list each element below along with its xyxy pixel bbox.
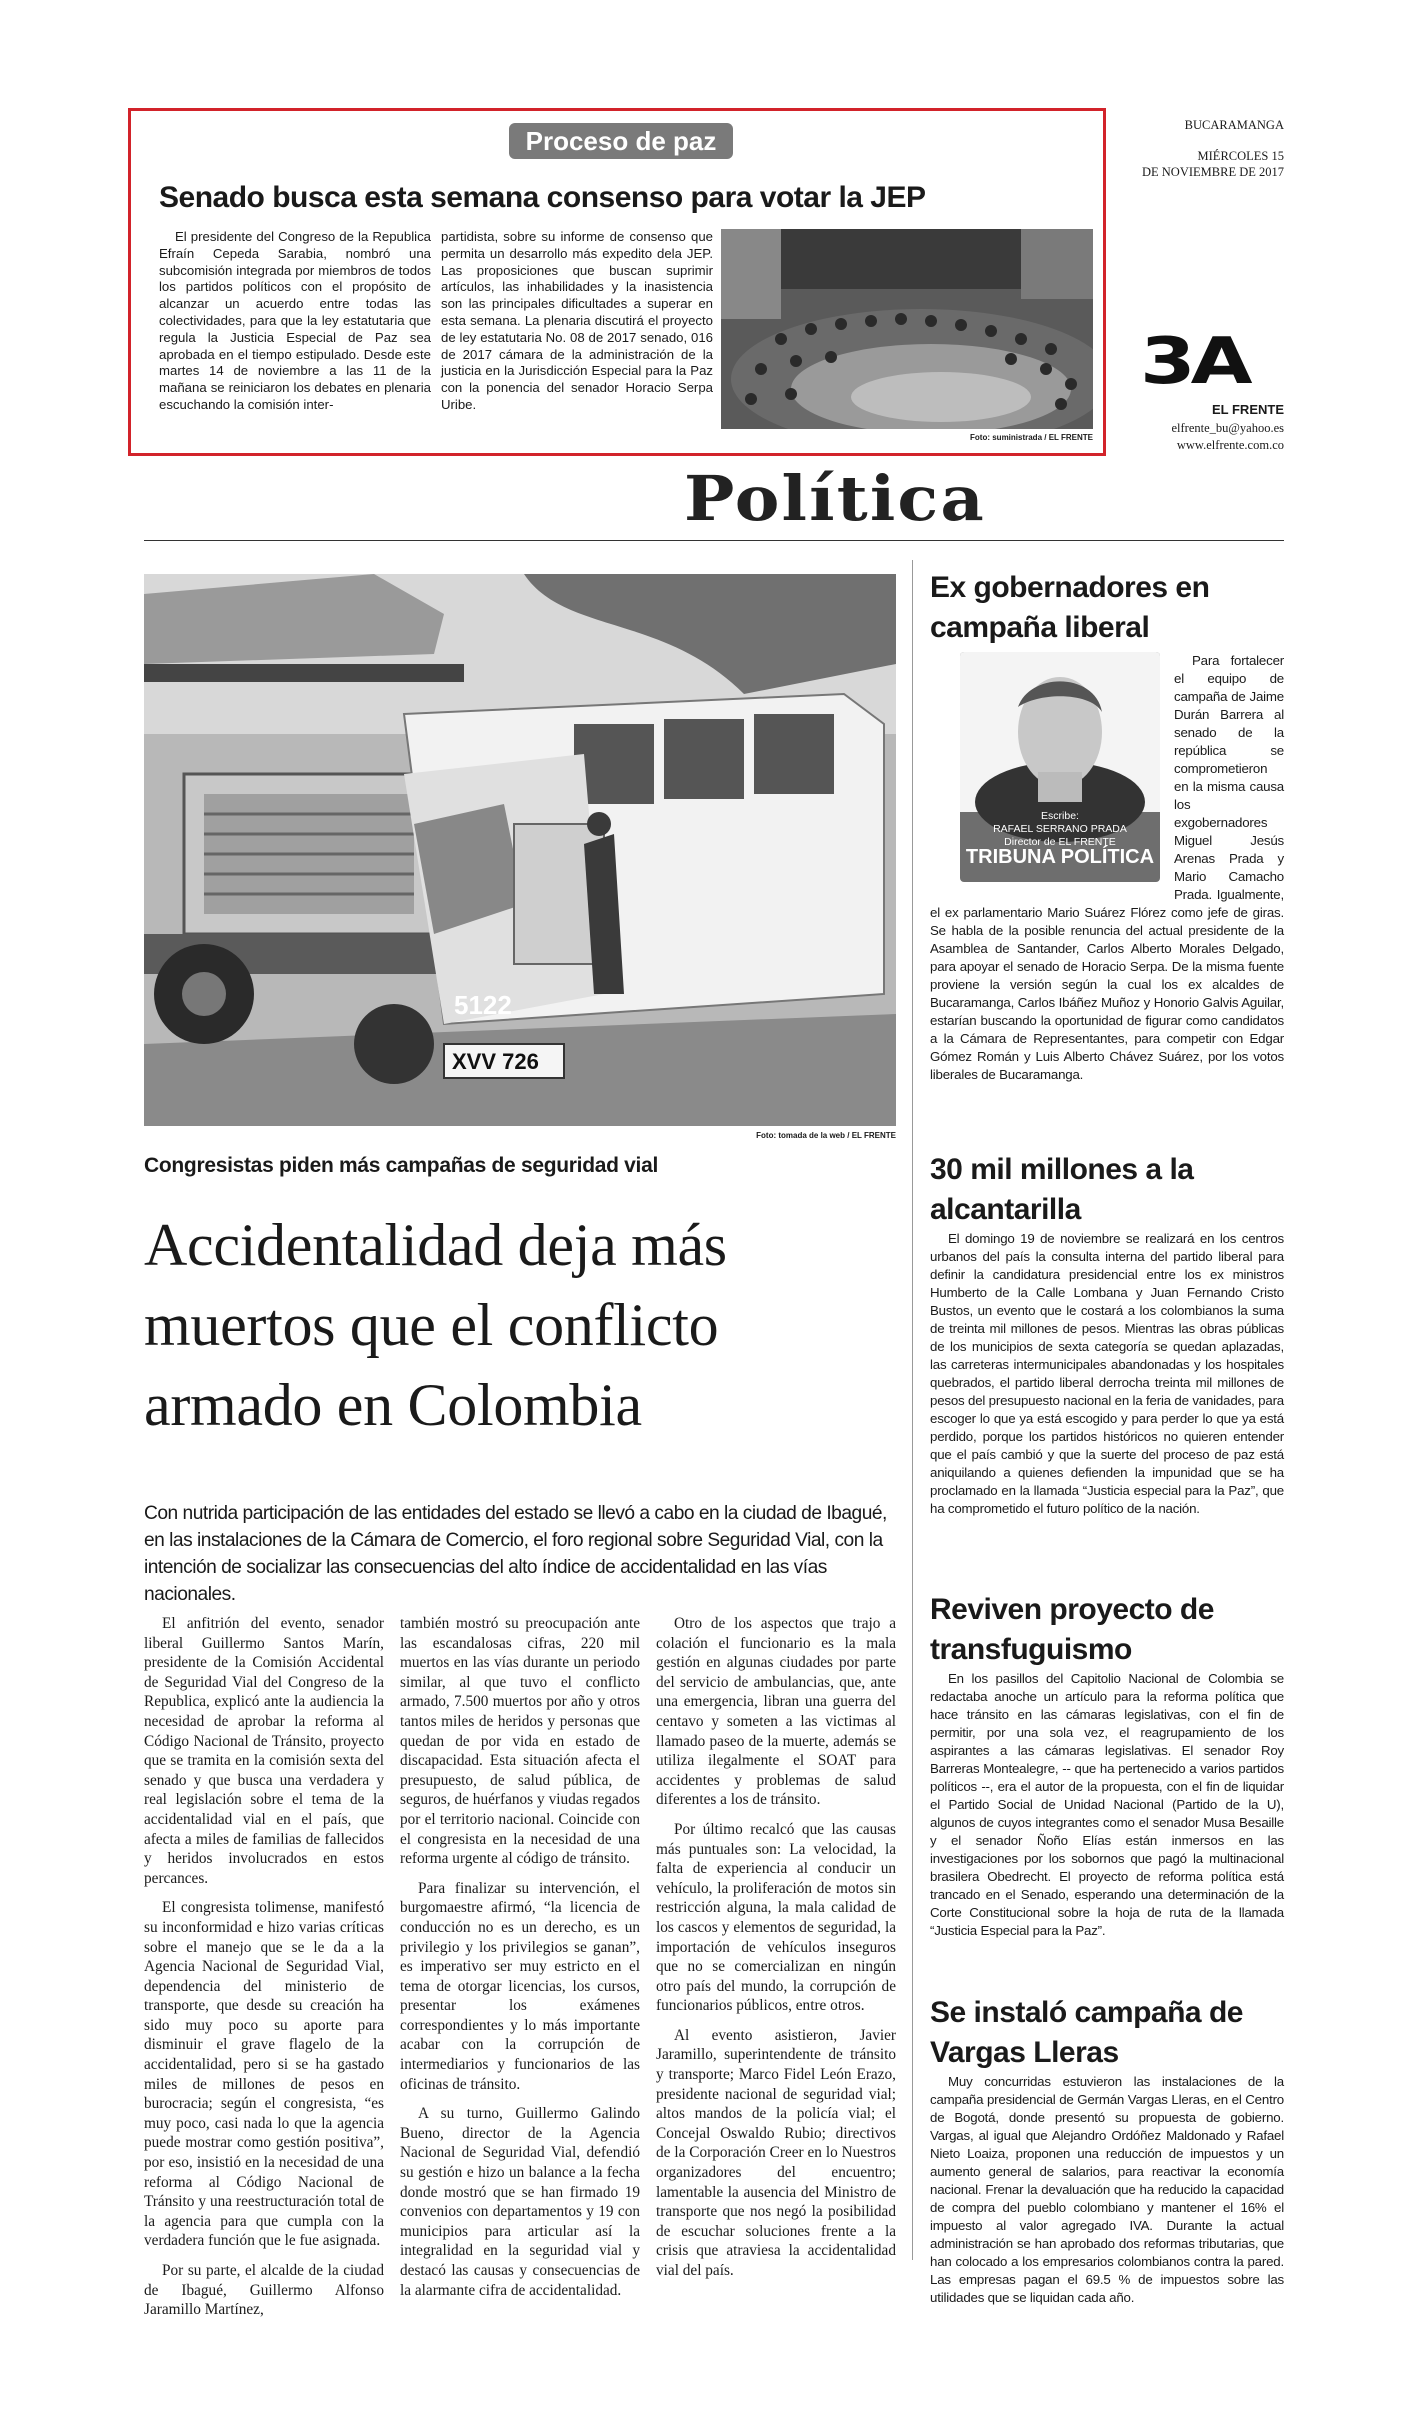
paragraph: El anfitrión del evento, senador liberal Guillermo Santos Marín, presidente de la Comisión Accidental de Seguridad Vial del Congreso de la Republica, explicó ante la audiencia la necesidad de aprobar la reforma al Código Nacional de Tránsito, proyecto que se tramita en la comisión sexta del senado y que busca una verdadera y real legislación sobre el tema de la accidentalidad vial en el país, que afecta a miles de familias de fallecidos y heridos involucrados en estos percances. [144, 1615, 384, 1887]
sidebar-text: Muy concurridas estuvieron las instalaciones de la campaña presidencial de Germán Vargas Lleras, en el Centro de Bogotá, donde presentó su propuesta de gobierno. Vargas, al igual que Alejandro Ordóñez Maldonado y Rafael Nieto Loaiza, proponen una reducción de impuestos y un aumento general de salarios, para reactivar la economía nacional. Frenar la devaluación que ha reducido la capacidad de compra del pueblo colombiano y mantener el 16% el impuesto al valor agregado IVA. Durante la actual administración se han aprobado dos reformas tributarias, que han colocado a los empresarios colombianos contra la pared. Las empresas pagan el 69.5 % de impuestos sobre las utilidades que se liquidan cada año. [930, 2074, 1284, 2305]
sidebar-article-3 [930, 1590, 1284, 1940]
paragraph: A su turno, Guillermo Galindo Bueno, director de la Agencia Nacional de Seguridad Vial, defendió su gestión e hizo un balance a la fecha donde mostró que se han firmado 19 convenios con departamentos y 19 con municipios para articular así la integralidad en la seguridad vial y destacó las causas y consecuencias de la alarmante cifra de accidentalidad. [400, 2105, 640, 2299]
column-title: TRIBUNA POLÍTICA [965, 846, 1155, 868]
box-photo-credit: Foto: suministrada / EL FRENTE [970, 433, 1093, 442]
paragraph: Para finalizar su intervención, el burgomaestre afirmó, “la licencia de conducción no es un derecho, es un privilegio y los privilegios se ganan”, es imperativo ser muy estricto en el tema de otorgar licencias, los cursos, presentar los exámenes correspondientes y lo más importante acabar con la corrupción de intermediarios y funcionarios de las oficinas de tránsito. [400, 1879, 640, 2093]
paper-name: EL FRENTE [1212, 402, 1284, 417]
contact-info [1171, 420, 1284, 454]
columnist-caption [960, 810, 1160, 849]
accident-photo [144, 574, 896, 1126]
website: www.elfrente.com.co [1176, 438, 1284, 452]
paragraph: Otro de los aspectos que trajo a colación el funcionario es la mala gestión en algunas ciudades por parte del servicio de ambulancias, que, ante una emergencia, libran una guerra del centavo y someten a las victimas al llamado paseo de la muerte, además se utiliza ilegalmente el SOAT para accidentes y problemas de salud diferentes a los de tránsito. [656, 1615, 896, 1809]
sidebar-article-4 [930, 1993, 1284, 2307]
box-column-1: El presidente del Congreso de la Republica Efraín Cepeda Sarabia, nombró una subcomisión integrada por miembros de todos los partidos políticos con el propósito de alcanzar un acuerdo entre todas las colectividades, para que la ley estatutaria que regula la Justicia Especial de Paz sea aprobada en el tiempo estipulado. Desde este martes 14 de noviembre a las 11 de la mañana se reiniciaron los debates en plenaria escuchando la comisión inter- [159, 229, 431, 412]
columnist-box [960, 652, 1160, 882]
sidebar-text: El domingo 19 de noviembre se realizará en los centros urbanos del país la consulta interna del partido liberal para definir la candidatura presidencial entre los ex ministros Humberto de la Calle Lombana y Juan Fernando Cristo Bustos, un evento que le costará a los colombianos la suma de treinta mil millones de pesos. Mientras las obras públicas de los municipios de sexta categoría se quedan aplazadas, las carreteras intermunicipales abandonadas y los hospitales quebrados, el partido liberal derrocha treinta mil millones de pesos del presupuesto nacional en la feria de vanidades, para escoger lo que ya está escogido y para perder lo que ya está perdido, porque los partidos históricos no quieren entender que el país cambió y que la suerte del proceso de paz está aniquilando a quienes defienden la impunidad que se ha proclamado en la llamada “Justicia especial para la Paz”, que ha comprometido el futuro político de la nación. [930, 1231, 1284, 1516]
columnist-name: RAFAEL SERRANO PRADA [993, 823, 1127, 835]
main-headline: Accidentalidad deja más muertos que el conflicto armado en Colombia [144, 1212, 727, 1438]
paragraph: Al evento asistieron, Javier Jaramillo, superintendente de tránsito y transporte; Marco Fidel León Erazo, presidente nacional de seguridad vial; altos mandos de la policía vial; el Concejal Oswaldo Rubio; directivos de la Corporación Creer en lo Nuestros organizadores del encuentro; lamentable la ausencia del Ministro de transporte que nos negó la posibilidad de escuchar soluciones frente a la crisis que atraviesa la accidentalidad vial del país. [656, 2026, 896, 2279]
columnist-role: Director de EL FRENTE [1004, 836, 1116, 848]
sidebar-headline: Se instaló campaña de Vargas Lleras [930, 1996, 1243, 2069]
sidebar-headline: 30 mil millones a la alcantarilla [930, 1153, 1194, 1226]
section-rule [144, 540, 1284, 541]
box-column-2: partidista, sobre su informe de consenso que permita un desarrollo más expedito dela JEP. Las proposiciones que buscan suprimir artículos, las inhabilidades y la inasistencia son las principales dificultades a superar en esta semana. La plenaria discutirá el proyecto de ley estatutaria No. 08 de 2017 senado, 016 de 2017 cámara de la administración de la justicia en la Jurisdicción Especial para la Paz con la ponencia del senador Horacio Serpa Uribe. [441, 229, 713, 412]
city: BUCARAMANGA [1184, 118, 1284, 132]
column-divider [912, 560, 913, 2260]
weekday: MIÉRCOLES 15 [1197, 149, 1284, 163]
issue-date [1084, 148, 1284, 180]
page-number: 3A [1140, 325, 1248, 399]
date: DE NOVIEMBRE DE 2017 [1141, 165, 1284, 179]
sidebar-article-2 [930, 1150, 1284, 1518]
article-column-2 [400, 1614, 640, 2310]
sidebar-text: En los pasillos del Capitolio Nacional de Colombia se redactaba anoche un artículo para la reforma política que hace tránsito en las cámaras legislativas, con el fin de permitir, por una sola vez, el reagrupamiento de los aspirantes a las cámaras legislativas. El senador Roy Barreras Montealegre, -- que ha pertenecido a varios partidos políticos --, era el autor de la propuesta, con el fin de liquidar el Partido Social de Unidad Nacional (Partido de la U), algunos de cuyos integrantes como el senador Musa Besaille y el senador Ñoño Elías están inmersos en las investigaciones por los sobornos que pagó la multinacional brasilera Obedrecht. El proyecto de reforma política está trancado en el Senado, esperando una determinación de la Corte Constitucional sobre la hoja de ruta de la llamada “Justicia Especial para la Paz”. [930, 1671, 1284, 1938]
caption-label: Escribe: [1041, 810, 1079, 822]
senate-plenary-photo [721, 229, 1093, 429]
section-tag: Proceso de paz [509, 123, 733, 159]
license-plate: XVV 726 [452, 1049, 539, 1074]
article-column-1 [144, 1614, 384, 2330]
sidebar-headline: Ex gobernadores en campaña liberal [930, 571, 1210, 644]
section-title: Política [684, 462, 986, 535]
sidebar-headline: Reviven proyecto de transfuguismo [930, 1593, 1214, 1666]
sidebar-text: Para fortalecer el equipo de campaña de Jaime Durán Barrera al senado de la república se comprometieron en la misma causa los exgobernadores Miguel Jesús Arenas Prada y Mario Camacho Prada. Igualmente, el ex parlamentario Mario Suárez Flórez como jefe de giras. Se habla de la posible renuncia del actual presidente de la Asamblea de Santander, Carlos Alberto Morales Delgado, para apoyar el senado de Horacio Serpa. De la misma fuente proviene la versión según la cual los ex alcaldes de Bucaramanga, Carlos Ibáñez Muñoz y Honorio Galvis Aguilar, estarían buscando la oportunidad de figurar como candidatos a la Cámara de Representantes, para competir con Edgar Gómez Román y Luis Alberto Chávez Suárez, por los votos liberales de Bucaramanga. [930, 653, 1284, 1082]
article-column-3 [656, 1614, 896, 2291]
paragraph: Por último recalcó que las causas más puntuales son: La velocidad, la falta de experiencia al conducir un vehículo, la proliferación de motos sin restricción alguna, la mala calidad de los cascos y elementos de seguridad, la importación de vehículos inseguros que no se comercializan en ningún otro país del mundo, la corrupción de funcionarios públicos, entre otros. [656, 1820, 896, 2015]
email: elfrente_bu@yahoo.es [1171, 421, 1284, 435]
paragraph: El congresista tolimense, manifestó su inconformidad e hizo varias críticas sobre el manejo que se le da a la Agencia Nacional de Seguridad Vial, dependencia del ministerio de transporte, que desde su creación ha sido muy poco su aporte para disminuir el grave flagelo de la accidentalidad, pero si se ha gastado miles de millones de pesos en burocracia; según el congresista, “es muy poco, casi nada lo que la agencia puede mostrar como gestión positiva”, por eso, insistió en la necesidad de una reforma al Código Nacional de Tránsito y una reestructuración total de la agencia para que cumpla con la verdadera función que le fue asignada. [144, 1899, 384, 2250]
paragraph: también mostró su preocupación ante las escandalosas cifras, 220 mil muertos en las vías durante un periodo similar, al que tuvo el conflicto armado, 7.500 muertos por año y otros tantos miles de heridos y personas que quedan de por vida en estado de discapacidad. Esta situación afecta el presupuesto, de salud pública, de seguros, de huérfanos y viudas regados por el territorio nacional. Coincide con el congresista en la necesidad de una reforma urgente al código de tránsito. [400, 1615, 640, 1868]
vehicle-number: 5122 [454, 990, 512, 1020]
paragraph: Por su parte, el alcalde de la ciudad de Ibagué, Guillermo Alfonso Jaramillo Martínez, [144, 2262, 384, 2319]
main-photo-credit: Foto: tomada de la web / EL FRENTE [756, 1131, 896, 1140]
deck: Con nutrida participación de las entidades del estado se llevó a cabo en la ciudad de Ibagué, en las instalaciones de la Cámara de Comercio, el foro regional sobre Seguridad Vial, con la intención de socializar las consecuencias del alto índice de accidentalidad en las vías nacionales. [144, 1503, 887, 1605]
kicker: Congresistas piden más campañas de seguridad vial [144, 1154, 658, 1177]
sidebar-article-1 [930, 568, 1284, 1084]
peace-process-box [128, 108, 1106, 456]
box-headline: Senado busca esta semana consenso para votar la JEP [159, 181, 926, 214]
